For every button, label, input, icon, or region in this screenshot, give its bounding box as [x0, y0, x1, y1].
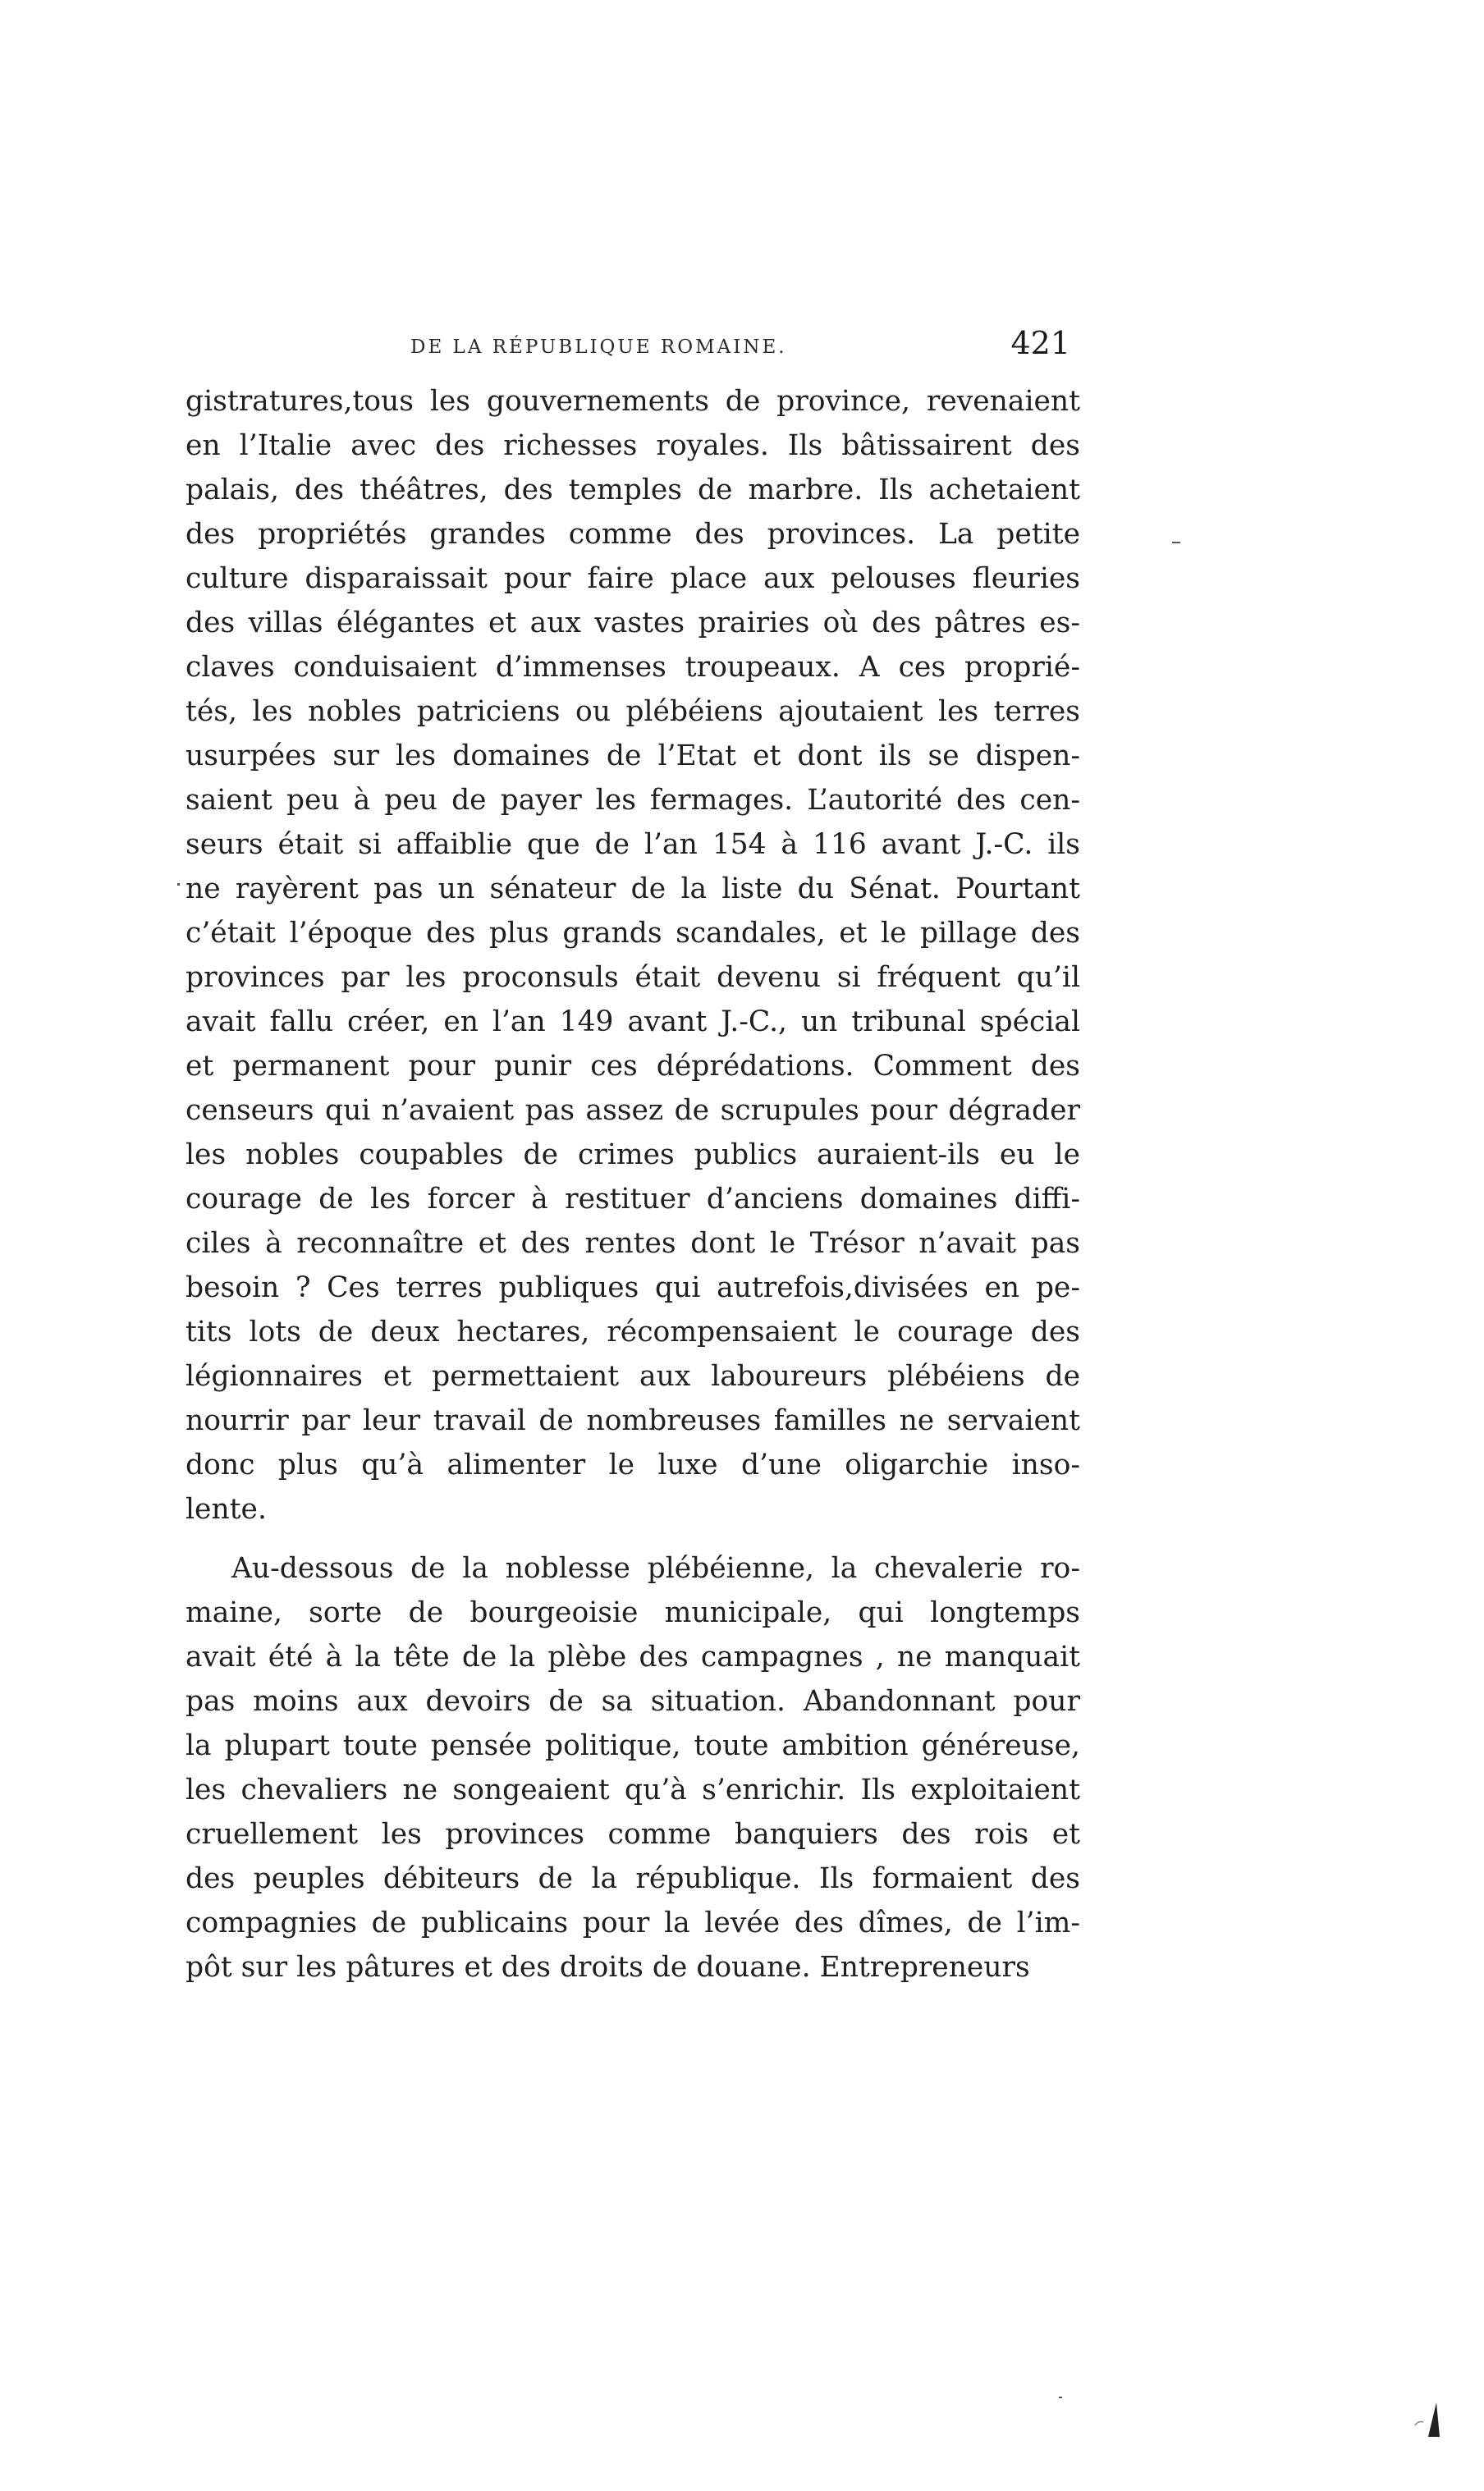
text-line: censeurs qui n’avaient pas assez de scrupules pour dégrader [186, 1094, 1080, 1127]
running-header [189, 325, 1075, 374]
text-line: courage de les forcer à restituer d’anciens domaines diffi- [186, 1183, 1080, 1216]
text-line: et permanent pour punir ces déprédations. Comment des [186, 1050, 1080, 1083]
body-text [186, 379, 1080, 1990]
text-line: saient peu à peu de payer les fermages. L’autorité des cen- [186, 784, 1080, 817]
text-line: les chevaliers ne songeaient qu’à s’enrichir. Ils exploitaient [186, 1774, 1080, 1806]
text-line: nourrir par leur travail de nombreuses familles ne servaient [186, 1404, 1080, 1437]
text-line: tits lots de deux hectares, récompensaient le courage des [186, 1316, 1080, 1349]
scan-speck [177, 883, 180, 886]
page-corner-mark-icon [1412, 2401, 1441, 2438]
text-line: c’était l’époque des plus grands scandales, et le pillage des [186, 917, 1080, 950]
page-number: 421 [1010, 325, 1070, 361]
text-line: palais, des théâtres, des temples de marbre. Ils achetaient [186, 474, 1080, 506]
text-line: pas moins aux devoirs de sa situation. Abandonnant pour [186, 1685, 1080, 1718]
text-line: ne rayèrent pas un sénateur de la liste du Sénat. Pourtant [186, 872, 1080, 905]
text-line: légionnaires et permettaient aux laboureurs plébéiens de [186, 1360, 1080, 1393]
text-line: des propriétés grandes comme des provinces. La petite [186, 518, 1080, 551]
text-line: seurs était si affaiblie que de l’an 154 à 116 avant J.-C. ils [186, 828, 1080, 861]
text-line: usurpées sur les domaines de l’Etat et dont ils se dispen- [186, 740, 1080, 772]
text-line: des peuples débiteurs de la république. Ils formaient des [186, 1862, 1080, 1895]
scan-speck [1172, 542, 1180, 543]
text-line: provinces par les proconsuls était devenu si fréquent qu’il [186, 961, 1080, 994]
text-line: besoin ? Ces terres publiques qui autrefois,divisées en pe- [186, 1271, 1080, 1304]
text-line: des villas élégantes et aux vastes prairies où des pâtres es- [186, 607, 1080, 639]
text-line: avait été à la tête de la plèbe des campagnes , ne manquait [186, 1641, 1080, 1674]
text-line: les nobles coupables de crimes publics auraient-ils eu le [186, 1138, 1080, 1171]
text-line: culture disparaissait pour faire place aux pelouses fleuries [186, 562, 1080, 595]
text-line: Au-dessous de la noblesse plébéienne, la chevalerie ro- [231, 1552, 1080, 1585]
paragraph-gap [186, 1532, 1080, 1546]
text-line: lente. [186, 1493, 267, 1526]
text-line: claves conduisaient d’immenses troupeaux. A ces proprié- [186, 651, 1080, 684]
text-line: cruellement les provinces comme banquiers des rois et [186, 1818, 1080, 1851]
scan-speck [1059, 2397, 1062, 2398]
text-line: donc plus qu’à alimenter le luxe d’une oligarchie inso- [186, 1449, 1080, 1481]
text-line: la plupart toute pensée politique, toute ambition généreuse, [186, 1729, 1080, 1762]
text-line: pôt sur les pâtures et des droits de douane. Entrepreneurs [186, 1951, 1030, 1984]
running-title: DE LA RÉPUBLIQUE ROMAINE. [410, 337, 787, 358]
text-line: tés, les nobles patriciens ou plébéiens ajoutaient les terres [186, 695, 1080, 728]
text-line: maine, sorte de bourgeoisie municipale, qui longtemps [186, 1596, 1080, 1629]
text-line: compagnies de publicains pour la levée des dîmes, de l’im- [186, 1907, 1080, 1939]
text-line: en l’Italie avec des richesses royales. Ils bâtissairent des [186, 429, 1080, 462]
text-line: gistratures,tous les gouvernements de province, revenaient [186, 385, 1080, 418]
text-line: ciles à reconnaître et des rentes dont le Trésor n’avait pas [186, 1227, 1080, 1260]
text-line: avait fallu créer, en l’an 149 avant J.-C., un tribunal spécial [186, 1005, 1080, 1038]
